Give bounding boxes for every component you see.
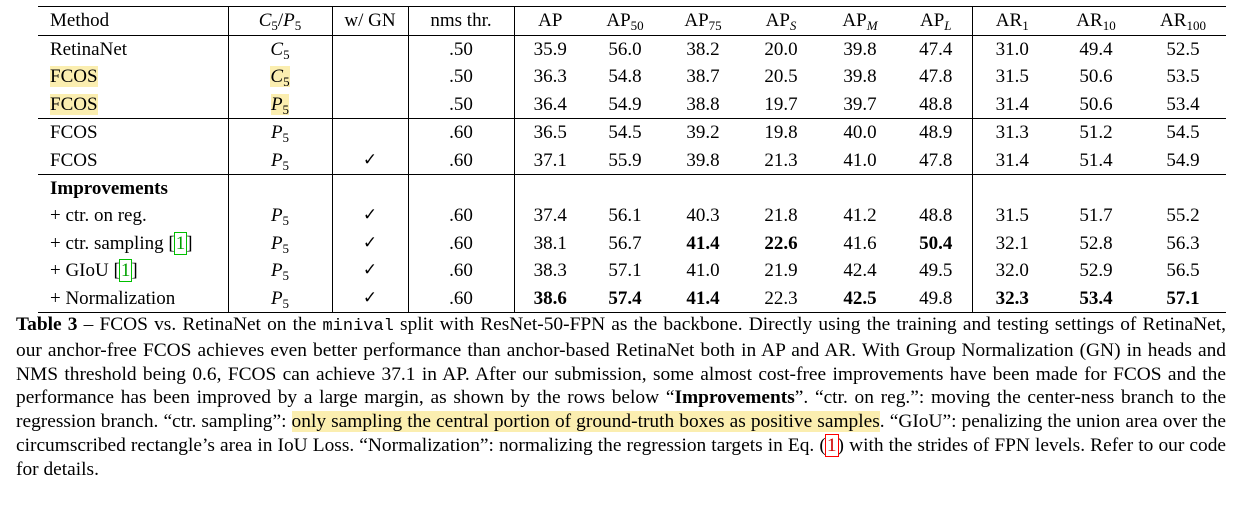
method-cell: FCOS — [38, 119, 228, 147]
col-ap50: $AP_{50}$ — [606, 10, 644, 34]
table-caption: Table 3 – FCOS vs. RetinaNet on the minival split with ResNet-50-FPN as the backbone. Directly using the training and testing settings of RetinaNet, our anchor-free FCOS achieves even better performance than anchor-based RetinaNet both in AP and AR. With Group Normalization (GN) in heads and NMS threshold being 0.6, FCOS can achieve 37.1 in AP. After our submission, some almost cost-free improvements have been made for FCOS and the performance has been improved by a large margin, as shown by the rows below “Improvements”. “ctr. on reg.”: moving the center-ness branch to the regression branch. “ctr. sampling”: only sampling the central portion of ground-truth boxes as positive samples. “GIoU”: penalizing the union area over the circumscribed rectangle’s area in IoU Loss. “Normalization”: normalizing the regression targets in Eq. (1) with the strides of FPN levels. Refer to our code for details. — [16, 314, 1226, 480]
ap75-cell: 41.0 — [686, 260, 720, 282]
ap-cell: 37.4 — [533, 205, 567, 227]
ar100-cell: 52.5 — [1166, 39, 1200, 60]
ap50-cell: 56.1 — [608, 205, 642, 227]
method-cell: + Normalization — [38, 285, 228, 313]
method-cell: FCOS — [38, 63, 228, 90]
table-row — [38, 257, 1226, 284]
col-apm: $AP_M$ — [842, 10, 878, 34]
ap50-cell: 54.5 — [586, 119, 664, 147]
table-row — [38, 36, 1226, 64]
apl-cell: 48.9 — [900, 119, 972, 147]
gn-check: ✓ — [332, 202, 408, 229]
ar1-cell: 31.4 — [995, 149, 1029, 171]
aps-cell: 20.5 — [764, 66, 798, 88]
apm-cell: 42.4 — [843, 260, 877, 282]
feature-cell: $P_5$ — [228, 119, 332, 147]
apl-cell: 48.8 — [900, 202, 972, 229]
gn-cell — [332, 63, 408, 90]
col-nms: nms thr. — [408, 7, 514, 36]
feature-cell: $P_5$ — [228, 285, 332, 313]
ap75-cell: 38.2 — [686, 39, 720, 60]
feature-cell: $P_5$ — [228, 257, 332, 284]
highlighted-text: only sampling the central portion of ground-truth boxes as positive samples — [291, 411, 880, 433]
gn-cell — [332, 119, 408, 147]
table-row — [38, 119, 1226, 147]
method-cell: FCOS — [38, 147, 228, 175]
ar1-cell: 31.5 — [995, 66, 1029, 88]
ap75-cell: 39.2 — [664, 119, 742, 147]
col-method: Method — [38, 7, 228, 36]
table-row — [38, 285, 1226, 313]
apm-cell: 39.8 — [843, 39, 877, 60]
apm-cell: 41.0 — [843, 149, 877, 171]
col-ar100: $AR_{100}$ — [1160, 10, 1206, 34]
col-ap75: $AP_{75}$ — [684, 10, 722, 34]
nms-cell: .60 — [408, 257, 514, 284]
gn-cell — [332, 36, 408, 64]
gn-check: ✓ — [332, 285, 408, 313]
ap-cell: 38.1 — [533, 232, 567, 254]
ar1-cell: 31.0 — [995, 39, 1029, 60]
apl-cell: 49.5 — [900, 257, 972, 284]
ap-cell: 37.1 — [533, 149, 567, 171]
ar10-cell: 51.7 — [1079, 205, 1113, 227]
nms-cell: .60 — [408, 119, 514, 147]
improvements-term: Improvements — [674, 387, 795, 409]
ar10-cell: 52.9 — [1079, 260, 1113, 282]
method-cell: + ctr. on reg. — [38, 202, 228, 229]
apl-cell: 49.8 — [900, 285, 972, 313]
ar1-cell: 32.1 — [995, 232, 1029, 254]
ap-cell: 38.3 — [533, 260, 567, 282]
ar10-cell: 50.6 — [1079, 93, 1113, 115]
apl-cell: 47.4 — [900, 36, 972, 64]
ar100-cell: 54.5 — [1140, 119, 1226, 147]
gn-check: ✓ — [332, 257, 408, 284]
table-row — [38, 202, 1226, 229]
apm-cell: 41.6 — [843, 232, 877, 254]
ap-cell: 36.5 — [514, 119, 586, 147]
ar10-cell: 52.8 — [1079, 232, 1113, 254]
caption-label: Table 3 — [16, 314, 78, 335]
col-ar1: $AR_1$ — [995, 10, 1029, 34]
ap50-cell: 56.7 — [608, 232, 642, 254]
ar1-cell: 31.5 — [995, 205, 1029, 227]
apm-cell: 41.2 — [843, 205, 877, 227]
col-ap: AP — [538, 10, 563, 32]
ar100-cell: 56.3 — [1166, 232, 1200, 254]
col-aps: $AP_S$ — [765, 10, 797, 34]
feature-cell: $C_5$ — [228, 63, 332, 90]
ar1-cell: 31.4 — [995, 93, 1029, 115]
results-table-container — [38, 6, 1226, 313]
table-row — [38, 91, 1226, 119]
aps-cell: 21.3 — [764, 149, 798, 171]
ap75-cell: 38.8 — [686, 93, 720, 115]
ap50-cell: 54.8 — [608, 66, 642, 88]
ap75-cell: 41.4 — [664, 285, 742, 313]
method-cell: + GIoU [1] — [38, 257, 228, 284]
ar10-cell: 49.4 — [1079, 39, 1113, 60]
apl-cell: 47.8 — [900, 63, 972, 90]
ap-cell: 36.4 — [533, 93, 567, 115]
col-gn: w/ GN — [332, 7, 408, 36]
ap-cell: 38.6 — [514, 285, 586, 313]
ar100-cell: 57.1 — [1140, 285, 1226, 313]
col-apl: $AP_L$ — [900, 7, 972, 36]
col-feature: $C_5/P_5$ — [228, 7, 332, 36]
nms-cell: .50 — [408, 63, 514, 90]
gn-cell — [332, 91, 408, 119]
method-cell: + ctr. sampling [1] — [38, 230, 228, 257]
ap-cell: 35.9 — [533, 39, 567, 60]
ap75-cell: 40.3 — [686, 205, 720, 227]
ar1-cell: 32.0 — [995, 260, 1029, 282]
feature-cell: $P_5$ — [228, 147, 332, 175]
method-cell: RetinaNet — [38, 36, 228, 64]
gn-check: ✓ — [332, 147, 408, 175]
ar100-cell: 55.2 — [1166, 205, 1200, 227]
feature-cell: $C_5$ — [228, 36, 332, 64]
apm-cell: 39.7 — [843, 93, 877, 115]
nms-cell: .50 — [408, 91, 514, 119]
aps-cell: 22.3 — [742, 285, 820, 313]
citation-link[interactable]: 1 — [175, 232, 186, 254]
improvements-header-row — [38, 175, 1226, 203]
aps-cell: 20.0 — [764, 39, 798, 60]
feature-cell: $P_5$ — [228, 91, 332, 119]
results-table — [38, 6, 1226, 313]
ap50-cell: 55.9 — [608, 149, 642, 171]
apl-cell: 47.8 — [900, 147, 972, 175]
table-row — [38, 147, 1226, 175]
ap75-cell: 41.4 — [686, 232, 720, 254]
nms-cell: .60 — [408, 202, 514, 229]
nms-cell: .60 — [408, 285, 514, 313]
ar100-cell: 54.9 — [1166, 149, 1200, 171]
feature-cell: $P_5$ — [228, 230, 332, 257]
ap50-cell: 57.1 — [608, 260, 642, 282]
nms-cell: .50 — [408, 36, 514, 64]
table-row — [38, 230, 1226, 257]
feature-cell: $P_5$ — [228, 202, 332, 229]
ar10-cell: 51.2 — [1052, 119, 1140, 147]
apl-cell: 48.8 — [900, 91, 972, 119]
ar100-cell: 56.5 — [1166, 260, 1200, 282]
split-name: minival — [322, 317, 394, 336]
ar1-cell: 31.3 — [972, 119, 1052, 147]
ar100-cell: 53.4 — [1166, 93, 1200, 115]
aps-cell: 21.9 — [764, 260, 798, 282]
aps-cell: 21.8 — [764, 205, 798, 227]
improvements-heading: Improvements — [38, 175, 228, 203]
ar10-cell: 53.4 — [1052, 285, 1140, 313]
aps-cell: 19.7 — [764, 93, 798, 115]
nms-cell: .60 — [408, 147, 514, 175]
method-cell: FCOS — [38, 91, 228, 119]
ap50-cell: 54.9 — [608, 93, 642, 115]
col-ar10: $AR_{10}$ — [1076, 10, 1116, 34]
aps-cell: 22.6 — [764, 232, 798, 254]
ap75-cell: 39.8 — [686, 149, 720, 171]
table-row — [38, 63, 1226, 90]
ap75-cell: 38.7 — [686, 66, 720, 88]
nms-cell: .60 — [408, 230, 514, 257]
apm-cell: 42.5 — [820, 285, 900, 313]
aps-cell: 19.8 — [742, 119, 820, 147]
ap50-cell: 56.0 — [608, 39, 642, 60]
apl-cell: 50.4 — [900, 230, 972, 257]
ar10-cell: 50.6 — [1079, 66, 1113, 88]
gn-check: ✓ — [332, 230, 408, 257]
citation-link[interactable]: 1 — [120, 260, 131, 282]
header-row — [38, 7, 1226, 36]
ar100-cell: 53.5 — [1166, 66, 1200, 88]
apm-cell: 40.0 — [820, 119, 900, 147]
ap50-cell: 57.4 — [586, 285, 664, 313]
apm-cell: 39.8 — [843, 66, 877, 88]
ap-cell: 36.3 — [533, 66, 567, 88]
equation-link[interactable]: 1 — [826, 434, 837, 456]
ar1-cell: 32.3 — [972, 285, 1052, 313]
ar10-cell: 51.4 — [1079, 149, 1113, 171]
